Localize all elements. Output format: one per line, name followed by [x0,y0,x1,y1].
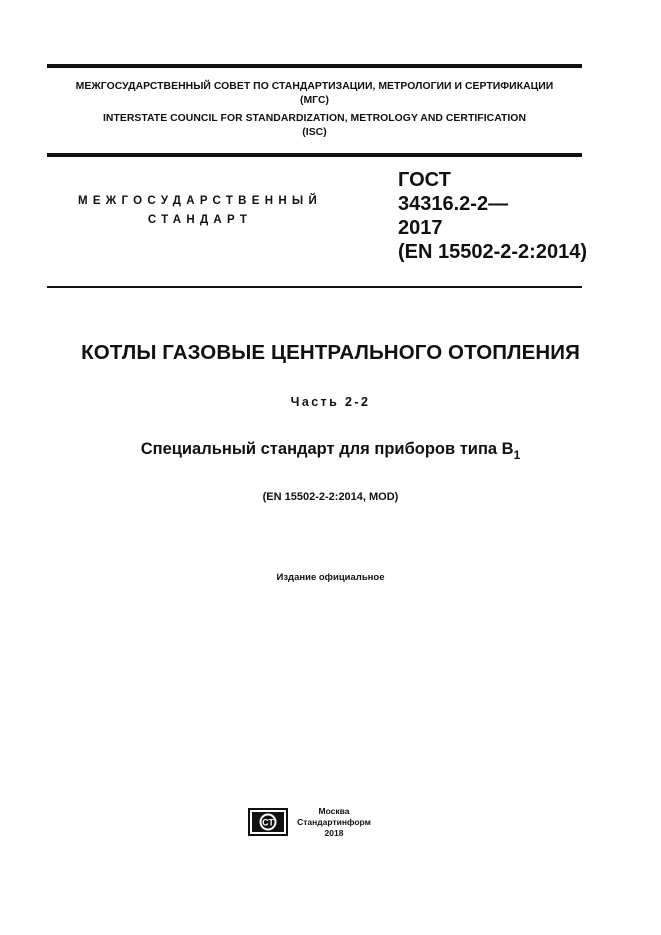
standard-kind-line1: МЕЖГОСУДАРСТВЕННЫЙ [77,195,323,207]
subtitle-subscript: 1 [513,448,521,462]
standartinform-logo-icon [248,808,288,836]
council-en-abbr: (ISC) [302,127,327,138]
edition-note: Издание официальное [276,572,385,583]
publisher-info [294,806,374,839]
publisher-year: 2018 [324,828,344,838]
bottom-rule [47,286,582,288]
gost-number: 34316.2-2— [398,193,509,215]
council-ru [47,80,582,108]
logo-text: СТ [262,817,274,828]
modification-reference: (EN 15502-2-2:2014, MOD) [262,491,399,503]
gost-year: 2017 [398,217,443,239]
council-ru-name: МЕЖГОСУДАРСТВЕННЫЙ СОВЕТ ПО СТАНДАРТИЗАЦИИ, МЕТРОЛОГИИ И СЕРТИФИКАЦИИ [75,81,554,92]
council-ru-abbr: (МГС) [299,95,330,106]
council-en [47,112,582,140]
publisher-name: Стандартинформ [297,817,371,827]
council-en-name: INTERSTATE COUNCIL FOR STANDARDIZATION, METROLOGY AND CERTIFICATION [103,113,526,124]
document-title: КОТЛЫ ГАЗОВЫЕ ЦЕНТРАЛЬНОГО ОТОПЛЕНИЯ [81,341,580,364]
publisher-city: Москва [318,806,350,816]
gost-en-reference: (EN 15502-2-2:2014) [398,241,587,263]
subtitle-text: Специальный стандарт для приборов типа В [140,440,514,458]
gost-label: ГОСТ [398,169,451,191]
standard-kind-line2: СТАНДАРТ [147,214,253,226]
middle-rule [47,153,582,157]
document-part: Часть 2-2 [290,395,371,409]
top-rule [47,64,582,68]
gost-designation [398,168,587,264]
document-subtitle [0,440,661,462]
